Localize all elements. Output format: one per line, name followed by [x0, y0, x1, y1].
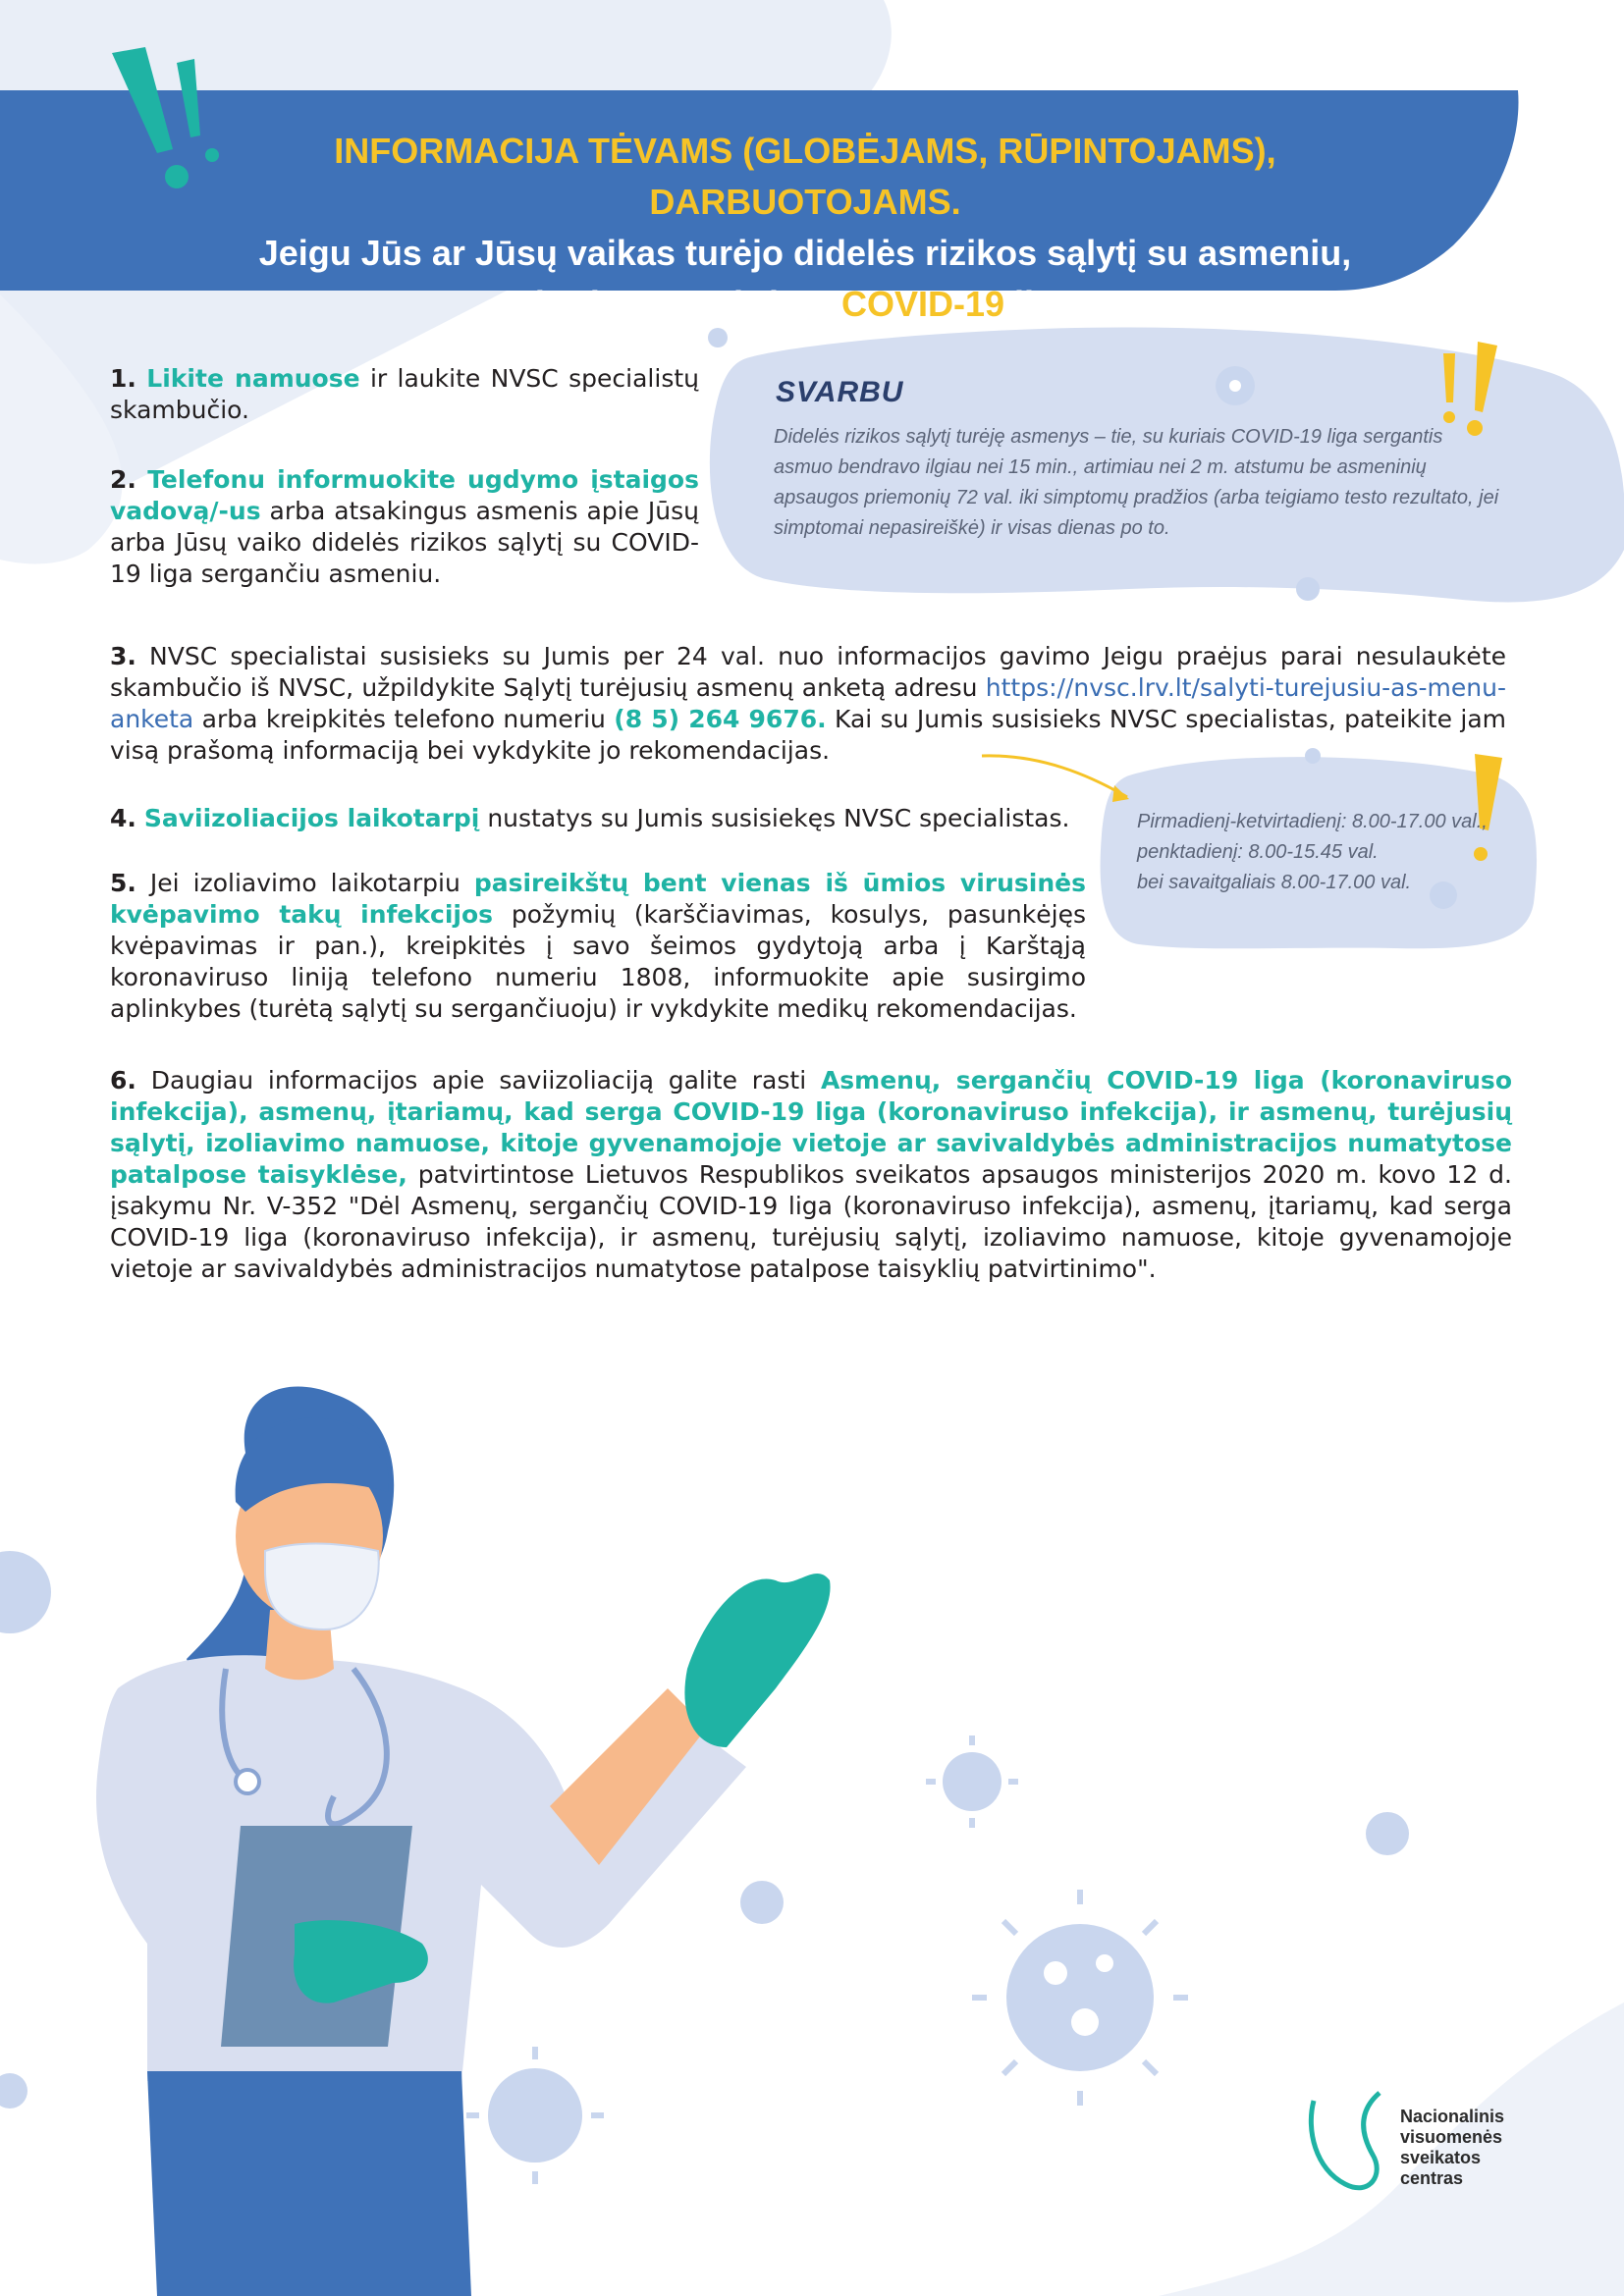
item-1: [110, 363, 699, 426]
svarbu-text: Didelės rizikos sąlytį turėję asmenys – tie, su kuriais COVID-19 liga sergantis asmuo bendravo ilgiau nei 15 min., artimiau nei 2 m. atstumu be asmeninių apsaugos priemonių 72 val. iki simptomų pradžios (arba teigiamo testo rezultato, jei simptomai nepasireiškė) ir visas dienas po to.: [774, 426, 1499, 539]
logo-line: sveikatos: [1400, 2148, 1482, 2167]
item-text: požymių (karščiavimas, kosulys, pasunkėjęs kvėpavimas ir pan.), kreipkitės į savo šeimos gydytoją arba į Karštąją koronaviruso liniją telefono numeriu 1808, informuokite apie susirgimo aplinkybes (turėtą sąlytį su sergančiuoju) ir vykdykite medikų rekomendacijas.: [110, 900, 1086, 1023]
hours-line: penktadienį: 8.00-15.45 val.: [1137, 841, 1379, 863]
logo-line: Nacionalinis: [1400, 2107, 1505, 2126]
item-highlight: pasireikštų bent vienas iš ūmios virusinės kvėpavimo takų infekcijos: [110, 869, 1086, 929]
item-number: 4.: [110, 804, 136, 832]
item-number: 6.: [110, 1066, 136, 1095]
item-number: 2.: [110, 465, 136, 494]
header-line3-text: kuriam patvirtinta: [534, 284, 841, 324]
item-2: [110, 464, 699, 590]
logo-line: visuomenės: [1400, 2127, 1503, 2147]
header-line3: [187, 279, 1424, 330]
item-text: patvirtintose Lietuvos Respublikos sveikatos apsaugos ministerijos 2020 m. kovo 12 d. įsakymu Nr. V-352 "Dėl Asmenų, sergančių COVID-19 liga (koronaviruso infekcija), asmenų, įtariamų, kad serga COVID-19 liga (koronaviruso infekcija), ir asmenų, turėjusių sąlytį, izoliavimo namuose, kitoje gyvenamojoje vietoje ar savivaldybės administracijos numatytose patalpose taisyklių patvirtinimo".: [110, 1160, 1512, 1283]
hours-line: Pirmadienį-ketvirtadienį: 8.00-17.00 val.,: [1137, 811, 1488, 832]
item-text: Jei izoliavimo laikotarpiu: [135, 869, 474, 897]
item-text: Daugiau informacijos apie saviizoliaciją galite rasti: [135, 1066, 821, 1095]
item-5: [110, 868, 1086, 1025]
header-title: [187, 126, 1424, 330]
item-text: ir laukite NVSC specialistų skambučio.: [110, 364, 699, 424]
item-number: 1.: [110, 364, 136, 393]
phone-number: (8 5) 264 9676.: [614, 705, 827, 733]
nvsc-logo-text: [1400, 2107, 1504, 2189]
item-text: Kai su Jumis susisieks NVSC specialistas, pateikite jam visą prašomą informaciją bei vykdykite jo rekomendacijas.: [110, 705, 1506, 765]
item-text: arba atsakingus asmenis apie Jūsų arba Jūsų vaiko didelės rizikos sąlytį su COVID-19 liga sergančiu asmeniu.: [110, 497, 699, 588]
item-text: arba kreipkitės telefono numeriu: [193, 705, 615, 733]
item-highlight: Telefonu informuokite ugdymo įstaigos vadovą/-us: [110, 465, 699, 525]
item-text: NVSC specialistai susisieks su Jumis per 24 val. nuo informacijos gavimo Jeigu praėjus parai nesulaukėte skambučio iš NVSC, užpildykite Sąlytį turėjusių asmenų anketą adresu: [110, 642, 1506, 702]
item-highlight: Asmenų, sergančių COVID-19 liga (koronaviruso infekcija), asmenų, įtariamų, kad serga COVID-19 liga (koronaviruso infekcija), ir asmenų, turėjusių sąlytį, izoliavimo namuose, kitoje gyvenamojoje vietoje ar savivaldybės administracijos numatytose patalpose taisyklėse,: [110, 1066, 1512, 1189]
item-4: [110, 803, 1092, 834]
nvsc-form-link[interactable]: https://nvsc.lrv.lt/salyti-turejusiu-as-menu-anketa: [110, 673, 1506, 733]
header-line1: INFORMACIJA TĖVAMS (GLOBĖJAMS, RŪPINTOJAMS), DARBUOTOJAMS.: [334, 131, 1276, 222]
hours-text: [1137, 807, 1490, 898]
item-highlight: Saviizoliacijos laikotarpį: [143, 804, 480, 832]
item-highlight: Likite namuose: [146, 364, 360, 393]
nurse-illustration: [96, 1387, 831, 2296]
header-line3-end: liga: [1004, 284, 1076, 324]
header-covid-highlight: COVID-19: [841, 284, 1005, 324]
hours-line: bei savaitgaliais 8.00-17.00 val.: [1137, 872, 1412, 893]
item-text: nustatys su Jumis susisiekęs NVSC specialistas.: [479, 804, 1070, 832]
background-blob: [1159, 2002, 1624, 2296]
nvsc-logo-icon: [1311, 2093, 1380, 2188]
item-3: [110, 641, 1506, 767]
svarbu-title: SVARBU: [776, 376, 904, 408]
item-number: 5.: [110, 869, 136, 897]
item-number: 3.: [110, 642, 136, 670]
header-line2: Jeigu Jūs ar Jūsų vaikas turėjo didelės rizikos sąlytį su asmeniu,: [258, 233, 1352, 273]
logo-line: centras: [1400, 2168, 1464, 2188]
item-6: [110, 1065, 1512, 1285]
